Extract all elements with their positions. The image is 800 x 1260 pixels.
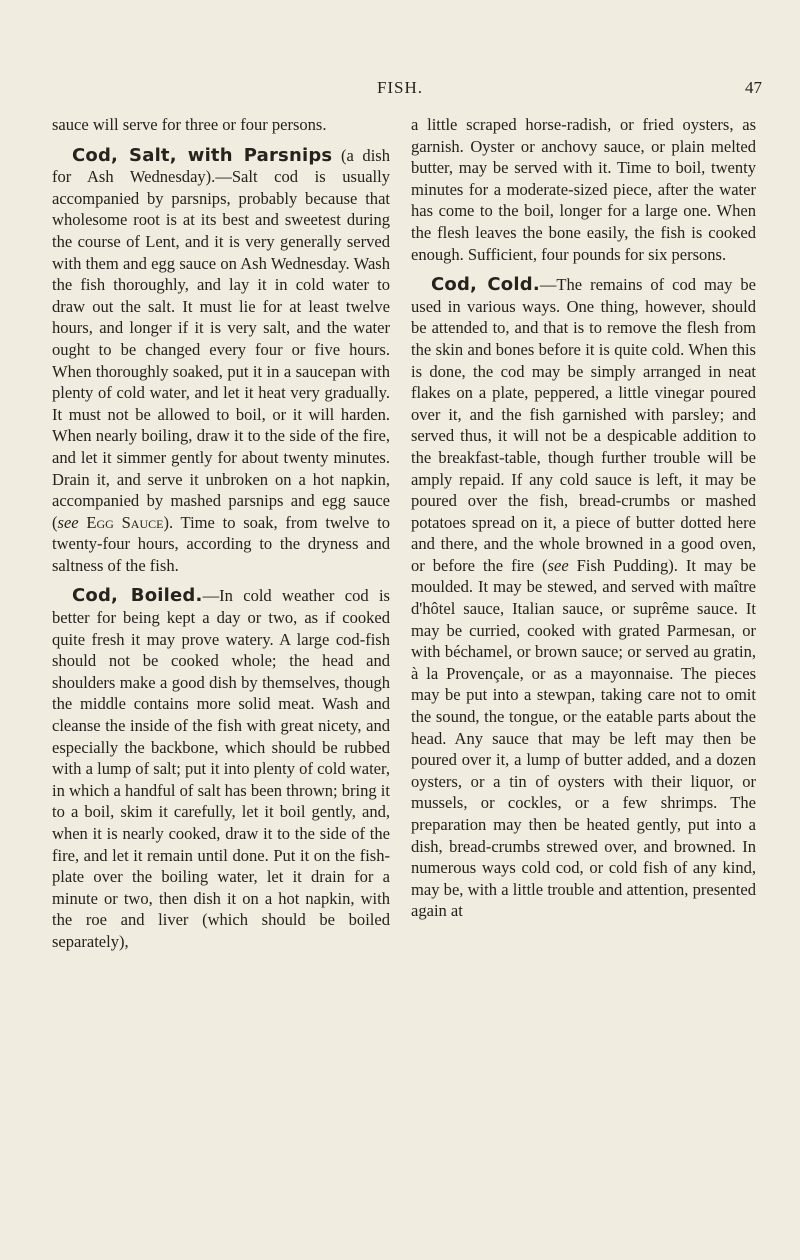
running-title: FISH. — [376, 78, 424, 97]
entry-heading: Cod, Cold. — [431, 274, 540, 296]
see-reference: see — [547, 555, 569, 575]
running-head — [0, 78, 800, 102]
cross-reference: Fish Pudding — [576, 555, 669, 575]
entry-cod-boiled — [52, 585, 390, 952]
entry-heading: Cod, Boiled. — [72, 585, 203, 607]
entry-body: —The remains of cod may be used in various ways. One thing, however, should be attended to, and that is to remove the flesh from the skin and bones before it is quite cold. When this is done, the cod may be simply arranged in neat flakes on a plate, peppered, a little vinegar poured over it, and the fish garnished with parsley; and served thus, it will not be a despicable addition to the breakfast-table, though further trouble will be amply repaid. If any cold sauce is left, it may be poured over the fish, bread-crumbs or mashed potatoes spread on it, a piece of butter dotted here and there, and the whole browned in a good oven, or before the fire ( — [411, 275, 756, 575]
cross-reference: Egg Sauce — [86, 512, 164, 532]
entry-body: —In cold weather cod is better for being kept a day or two, as if cooked quite fresh it may prove watery. A large cod-fish should not be cooked whole; the head and shoulders make a good dish by themselves, though the middle contains more solid meat. Wash and cleanse the inside of the fish with great nicety, and especially the backbone, which should be rubbed with a lump of salt; put it into plenty of cold water, in which a handful of salt has been thrown; bring it to a boil, skim it carefully, let it boil gently, and, when it is nearly cooked, draw it to the side of the fire, and let it remain until done. Put it on the fish-plate over the boiling water, let it drain for a minute or two, then dish it on a hot napkin, with the roe and liver (which should be boiled separately), — [52, 586, 390, 951]
entry-cod-salt-parsnips — [52, 145, 390, 577]
entry-heading: Cod, Salt, with Parsnips — [72, 144, 333, 166]
continued-paragraph: a little scraped horse-radish, or fried oysters, as garnish. Oyster or anchovy sauce, or plain melted butter, may be served with it. Time to boil, twenty minutes for a moderate-sized piece, after the water has come to the boil, longer for a large one. When the flesh leaves the bone easily, the fish is cooked enough. Sufficient, four pounds for six persons. — [411, 115, 756, 264]
entry-cod-cold — [411, 274, 756, 922]
entry-body: (a dish for Ash Wednesday).—Salt cod is usually accompanied by parsnips, probably because that wholesome root is at its best and sweetest during the course of Lent, and it is very generally served with them and egg sauce on Ash Wednesday. Wash the fish thoroughly, and lay it in cold water to draw out the salt. It must lie for at least twelve hours, and longer if it is very salt, and the water ought to be changed every four or five hours. When thoroughly soaked, put it in a saucepan with plenty of cold water, and let it heat very gradually. It must not be allowed to boil, or it will harden. When nearly boiling, draw it to the side of the fire, and let it simmer gently for about twenty minutes. Drain it, and serve it unbroken on a hot napkin, accompanied by mashed parsnips and egg sauce ( — [52, 145, 390, 532]
entry-body-tail: ). It may be moulded. It may be stewed, and served with maître d'hôtel sauce, Italian sauce, or suprême sauce. It may be curried, cooked with grated Parmesan, or with béchamel, or brown sauce; or served au gratin, à la Provençale, or as a mayonnaise. The pieces may be put into a stewpan, taking care not to omit the sound, the tongue, or the eatable parts about the head. Any sauce that may be left may then be poured over it, a lump of butter added, and a dozen oysters, or a tin of oysters with their liquor, or mussels, or cockles, or a few shrimps. The preparation may then be heated gently, put into a dish, bread-crumbs strewed over, and browned. In numerous ways cold cod, or cold fish of any kind, may be, with a little trouble and attention, presented again at — [411, 555, 756, 921]
entry-body-tail: ). Time to soak, from twelve to twenty-four hours, according to the dryness and saltness of the fish. — [52, 512, 390, 575]
page-number: 47 — [745, 78, 762, 97]
right-column — [411, 114, 756, 922]
left-column — [52, 114, 390, 953]
see-reference: see — [57, 512, 79, 532]
continued-paragraph: sauce will serve for three or four persons. — [52, 115, 327, 134]
